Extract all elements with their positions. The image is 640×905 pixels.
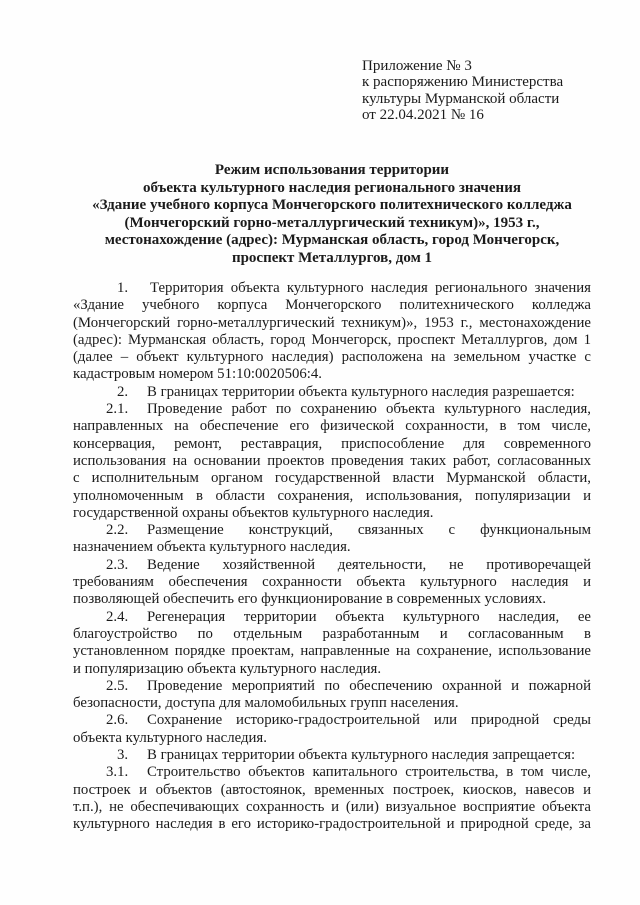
paragraph-text: Проведение работ по сохранению объекта культурного наследия, — [147, 401, 591, 418]
paragraph-line: кадастровым номером 51:10:0020506:4. — [73, 366, 322, 383]
appendix-line: культуры Мурманской области — [362, 90, 560, 107]
title-line: (Мончегорский горно-металлургический техникум)», 1953 г., — [124, 214, 540, 231]
title-line: проспект Металлургов, дом 1 — [231, 249, 433, 266]
title-line: Режим использования территории — [214, 162, 450, 178]
paragraph-number: 2.1. — [106, 401, 129, 418]
paragraph-number: 1. — [117, 280, 129, 296]
paragraph-number: 2.3. — [106, 556, 129, 573]
paragraph-line: с исполнительным органом государственной власти Мурманской области, — [73, 470, 591, 487]
paragraph-number: 2.4. — [106, 608, 129, 625]
paragraph-line — [73, 384, 591, 401]
appendix-line: к распоряжению Министерства — [362, 74, 564, 91]
paragraph-line: благоустройство по отдельным разработанным и согласованным в — [73, 625, 591, 642]
paragraph-number: 2.2. — [106, 522, 129, 539]
paragraph-line: (Мончегорский горно-металлургический техникум)», 1953 г., местонахождение — [73, 314, 591, 331]
paragraph-text: Территория объекта культурного наследия регионального значения — [150, 280, 591, 296]
paragraph-line — [73, 678, 591, 695]
paragraph-line — [73, 764, 591, 781]
appendix-reference — [362, 58, 563, 124]
paragraph-line: (далее – объект культурного наследия) расположена на земельном участке с — [73, 349, 591, 366]
paragraph-line — [73, 401, 591, 418]
paragraph-text: Размещение конструкций, связанных с функциональным — [147, 522, 591, 539]
paragraph-2-1 — [73, 401, 591, 522]
paragraph-number: 3. — [117, 747, 129, 764]
paragraph-line — [73, 280, 591, 297]
paragraph-line: требованиям обеспечения сохранности объекта культурного наследия и — [73, 574, 591, 591]
paragraph-line: установленном порядке проектам, направленные на сохранение, использование — [73, 643, 591, 660]
paragraph-text: Сохранение историко-градостроительной или природной среды — [147, 712, 591, 729]
paragraph-text: Проведение мероприятий по обеспечению охранной и пожарной — [147, 677, 591, 694]
paragraph-line: консервация, ремонт, реставрация, приспособление для современного — [73, 435, 591, 452]
paragraph-line — [73, 522, 591, 539]
document-title — [73, 162, 591, 268]
paragraph-number: 2. — [117, 383, 129, 400]
paragraph-1 — [73, 280, 591, 384]
document-body — [73, 280, 591, 834]
paragraph-line: построек и объектов (автостоянок, временных построек, киосков, навесов и — [73, 781, 591, 798]
paragraph-line: и популяризацию объекта культурного наследия. — [73, 660, 382, 677]
paragraph-text: В границах территории объекта культурного наследия разрешается: — [147, 383, 575, 400]
paragraph-number: 2.5. — [106, 677, 129, 694]
paragraph-2-2 — [73, 522, 591, 557]
paragraph-number: 2.6. — [106, 712, 129, 729]
paragraph-number: 3.1. — [106, 764, 129, 781]
paragraph-line: культурного наследия в его историко-градостроительной и природной среде, за — [73, 816, 591, 833]
paragraph-line: объекта культурного наследия. — [73, 729, 267, 746]
paragraph-line — [73, 712, 591, 729]
paragraph-text: Строительство объектов капитального строительства, в том числе, — [147, 764, 591, 781]
appendix-line: Приложение № 3 — [362, 58, 472, 74]
paragraph-line — [73, 557, 591, 574]
paragraph-line: позволяющей обеспечить его функционирование в современных условиях. — [73, 591, 547, 608]
paragraph-text: В границах территории объекта культурного наследия запрещается: — [147, 747, 576, 764]
paragraph-line — [73, 609, 591, 626]
paragraph-line: государственной охраны объектов культурного наследия. — [73, 504, 434, 521]
paragraph-3-1 — [73, 764, 591, 833]
paragraph-line: уполномоченным в области сохранения, использования, популяризации и — [73, 487, 591, 504]
paragraph-text: Регенерация территории объекта культурного наследия, ее — [147, 608, 591, 625]
paragraph-2-3 — [73, 557, 591, 609]
paragraph-line: т.п.), не обеспечивающих сохранность и (или) визуальное восприятие объекта — [73, 798, 591, 815]
paragraph-2-5 — [73, 678, 591, 713]
paragraph-2-4 — [73, 609, 591, 678]
paragraph-line — [73, 747, 591, 764]
title-line: объекта культурного наследия регионального значения — [143, 179, 521, 196]
paragraph-line: направленных на обеспечение его физической сохранности, в том числе, — [73, 418, 591, 435]
paragraph-line: использования на основании проектов проведения таких работ, согласованных — [73, 452, 591, 469]
paragraph-text: Ведение хозяйственной деятельности, не противоречащей — [147, 556, 591, 573]
paragraph-line: «Здание учебного корпуса Мончегорского политехнического колледжа — [73, 297, 591, 314]
paragraph-line: безопасности, доступа для маломобильных групп населения. — [73, 695, 459, 712]
title-line: «Здание учебного корпуса Мончегорского политехнического колледжа — [92, 197, 572, 214]
paragraph-line: назначением объекта культурного наследия. — [73, 539, 351, 556]
paragraph-2 — [73, 384, 591, 401]
appendix-line: от 22.04.2021 № 16 — [362, 107, 484, 124]
paragraph-line: (адрес): Мурманская область, город Мончегорск, проспект Металлургов, дом 1 — [73, 331, 591, 348]
paragraph-2-6 — [73, 712, 591, 747]
paragraph-3 — [73, 747, 591, 764]
title-line: местонахождение (адрес): Мурманская область, город Мончегорск, — [104, 232, 560, 249]
